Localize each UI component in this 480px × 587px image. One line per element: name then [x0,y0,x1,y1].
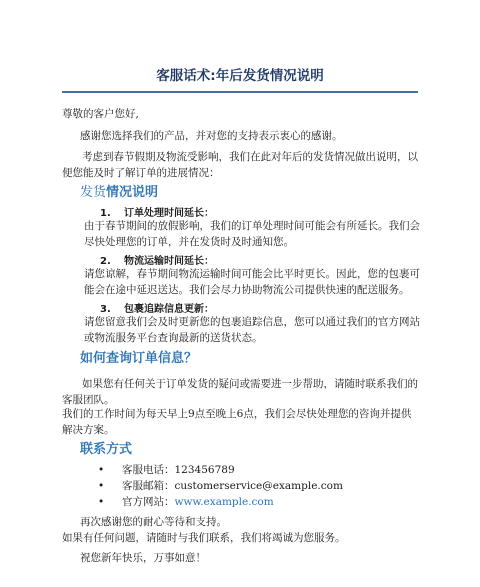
bullet-icon: • [98,464,105,476]
item-1-title: 订单处理时间延长： [124,208,214,219]
item-3-body: 请您留意我们会及时更新您的包裹追踪信息，您可以通过我们的官方网站或物流服务平台查询最新的送货状态。 [84,316,420,344]
section-shipping-heading [80,185,158,201]
greeting: 尊敬的客户您好, [62,108,139,120]
item-1-number: 1. [100,208,111,219]
section-shipping-heading-prefix: 发货 [80,185,107,200]
contact-email-label: 客服邮箱： [122,480,175,492]
closing-thanks: 再次感谢您的耐心等待和支持。 [80,516,227,528]
intro-paragraph: 考虑到春节假期及物流受影响，我们在此对年后的发货情况做出说明，以便您能及时了解订单的进展情况： [62,151,418,179]
contact-phone-label: 客服电话： [122,464,175,476]
title-divider [62,91,418,93]
item-2-title: 物流运输时间延长： [124,256,214,267]
contact-email-item [98,478,343,494]
contact-email-value[interactable]: customerservice@example.com [174,480,343,492]
contact-phone-value: 123456789 [174,464,235,476]
item-2-body: 请您谅解，春节期间物流运输时间可能会比平时更长。因此，您的包裹可能会在途中延迟送达。我们会尽力协助物流公司提供快速的配送服务。 [84,268,420,296]
section-shipping-heading-bold: 情况说明 [106,185,159,200]
contact-website-label: 官方网站： [122,496,175,508]
item-3-title: 包裹追踪信息更新： [124,304,214,315]
bullet-icon: • [98,496,105,508]
thanks-paragraph: 感谢您选择我们的产品，并对您的支持表示衷心的感谢。 [80,130,343,142]
query-paragraph-2: 我们的工作时间为每天早上9点至晚上6点，我们会尽快处理您的咨询并提供解决方案。 [62,408,412,436]
closing-contact: 如果有任何问题，请随时与我们联系，我们将竭诚为您服务。 [62,532,346,544]
bullet-icon: • [98,480,105,492]
closing-wishes: 祝您新年快乐，万事如意！ [80,552,206,564]
item-3-number: 3. [100,304,111,315]
query-paragraph-1: 如果您有任何关于订单发货的疑问或需要进一步帮助，请随时联系我们的客服团队。 [62,378,418,406]
item-1-body: 由于春节期间的放假影响，我们的订单处理时间可能会有所延长。我们会尽快处理您的订单，并在发货时及时通知您。 [84,220,420,248]
section-query-heading: 如何查询订单信息？ [80,351,198,366]
contact-phone-item [98,462,235,478]
document-title: 客服话术:年后发货情况说明 [156,68,324,84]
contact-website-item [98,494,274,510]
item-2-number: 2. [100,256,111,267]
section-contact-heading: 联系方式 [80,442,133,457]
contact-website-link[interactable]: www.example.com [174,496,274,508]
